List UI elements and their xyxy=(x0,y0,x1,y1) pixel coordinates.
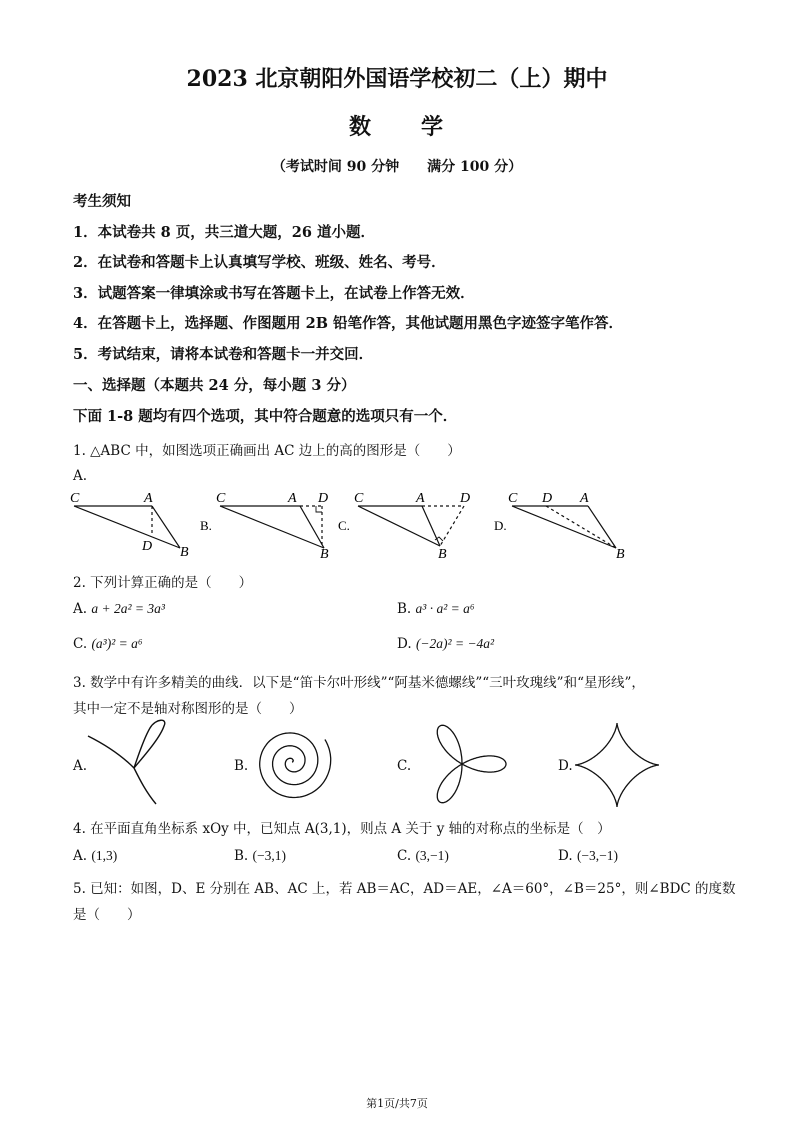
q1-figures xyxy=(60,484,660,564)
q2-option-d-label: D. xyxy=(397,636,412,652)
q2-option-b xyxy=(397,601,475,617)
q2-option-c-label: C. xyxy=(73,636,88,652)
q1-option-c-label: C. xyxy=(338,518,350,533)
q2-option-c-expr: (a³)² = a⁶ xyxy=(91,636,143,651)
q4-option-d-label: D. xyxy=(558,848,573,864)
q2-option-a-label: A. xyxy=(73,601,88,617)
q1d-point-b: B xyxy=(616,547,625,562)
q3-figure-rose xyxy=(408,718,516,810)
q1b-point-a: A xyxy=(288,491,297,506)
q4-option-c-value: (3,−1) xyxy=(415,848,449,863)
q4-option-b-label: B. xyxy=(234,848,249,864)
page-title: 2023 北京朝阳外国语学校初二（上）期中 xyxy=(186,66,608,92)
rose-curve xyxy=(437,725,506,802)
q2-option-a xyxy=(73,601,165,617)
q1c-point-d: D xyxy=(460,491,471,506)
notice-item: 2．在试卷和答题卡上认真填写学校、班级、姓名、考号． xyxy=(73,254,446,271)
section-heading: 一、选择题（本题共 24 分，每小题 3 分） xyxy=(73,377,356,394)
q2-option-d xyxy=(397,636,494,652)
q1d-point-a: A xyxy=(580,491,589,506)
q2-option-a-expr: a + 2a² = 3a³ xyxy=(91,601,165,616)
section-instruction: 下面 1-8 题均有四个选项，其中符合题意的选项只有一个． xyxy=(73,408,458,425)
q3-option-a-label: A. xyxy=(73,758,88,774)
q4-option-d-value: (−3,−1) xyxy=(576,848,619,863)
q3-option-d-label: D. xyxy=(558,758,573,774)
q1d-point-d: D xyxy=(542,491,553,506)
page-footer: 第1页/共7页 xyxy=(366,1097,428,1110)
q1a-point-c: C xyxy=(70,491,80,506)
spiral-curve xyxy=(260,733,331,798)
subject-title: 数 学 xyxy=(348,114,445,140)
q4-option-d xyxy=(558,848,618,864)
question-2-text: 2. 下列计算正确的是（ ） xyxy=(73,575,253,591)
notice-item: 3．试题答案一律填涂或书写在答题卡上，在试卷上作答无效． xyxy=(73,285,475,302)
q1c-point-b: B xyxy=(438,547,447,562)
q1c-point-c: C xyxy=(354,491,364,506)
q1a-point-d: D xyxy=(142,539,153,554)
q4-option-a-value: (1,3) xyxy=(91,848,118,863)
question-1-text: 1. △ABC 中，如图选项正确画出 AC 边上的高的图形是（ ） xyxy=(73,443,461,459)
q3-figure-astroid xyxy=(572,720,662,810)
q4-option-c-label: C. xyxy=(397,848,412,864)
question-5-text-line1: 5. 已知：如图，D、E 分别在 AB、AC 上，若 AB＝AC，AD＝AE，∠A＝60°，∠B＝25°，则∠BDC 的度数 xyxy=(73,881,736,897)
q2-option-b-label: B. xyxy=(397,601,412,617)
q2-option-d-expr: (−2a)² = −4a² xyxy=(415,636,495,651)
q1-figure-c xyxy=(358,506,464,546)
q1-option-a-label: A. xyxy=(73,468,88,484)
q1-figure-b xyxy=(220,506,324,548)
question-5-text-line2: 是（ ） xyxy=(73,907,141,923)
q1-option-b-label: B. xyxy=(200,518,212,533)
q1d-point-c: C xyxy=(508,491,518,506)
q1b-point-c: C xyxy=(216,491,226,506)
q2-option-b-expr: a³ · a² = a⁶ xyxy=(415,601,475,616)
q1a-point-a: A xyxy=(144,491,153,506)
q1-option-d-label: D. xyxy=(494,518,507,533)
question-3-text-line1: 3. 数学中有许多精美的曲线．以下是“笛卡尔叶形线”“阿基米德螺线”“三叶玫瑰线”和“星形线”， xyxy=(73,675,645,691)
q4-option-b-value: (−3,1) xyxy=(252,848,286,863)
q3-figure-folium xyxy=(84,716,174,808)
q4-option-c xyxy=(397,848,449,864)
q1-figure-a xyxy=(74,506,180,548)
astroid-curve xyxy=(575,723,659,807)
q3-option-b-label: B. xyxy=(234,758,249,774)
q3-option-c-label: C. xyxy=(397,758,412,774)
q1b-point-b: B xyxy=(320,547,329,562)
q1-figure-d xyxy=(512,506,616,548)
q4-option-b xyxy=(234,848,286,864)
question-3-text-line2: 其中一定不是轴对称图形的是（ ） xyxy=(73,701,303,717)
q1c-point-a: A xyxy=(416,491,425,506)
q4-option-a-label: A. xyxy=(73,848,88,864)
notice-item: 4．在答题卡上，选择题、作图题用 2B 铅笔作答，其他试题用黑色字迹签字笔作答． xyxy=(73,315,624,332)
q2-option-c xyxy=(73,636,143,652)
q1a-point-b: B xyxy=(180,545,189,560)
q4-option-a xyxy=(73,848,117,864)
q1b-point-d: D xyxy=(318,491,329,506)
question-4-text: 4. 在平面直角坐标系 xOy 中，已知点 A(3,1)，则点 A 关于 y 轴的对称点的坐标是（ ） xyxy=(73,821,611,837)
exam-info: （考试时间 90 分钟 满分 100 分） xyxy=(271,159,523,175)
q3-figure-spiral xyxy=(248,718,336,806)
notice-item: 5．考试结束，请将本试卷和答题卡一并交回． xyxy=(73,346,374,363)
notice-item: 1．本试卷共 8 页，共三道大题，26 道小题． xyxy=(73,224,375,241)
notice-heading: 考生须知 xyxy=(73,193,131,210)
